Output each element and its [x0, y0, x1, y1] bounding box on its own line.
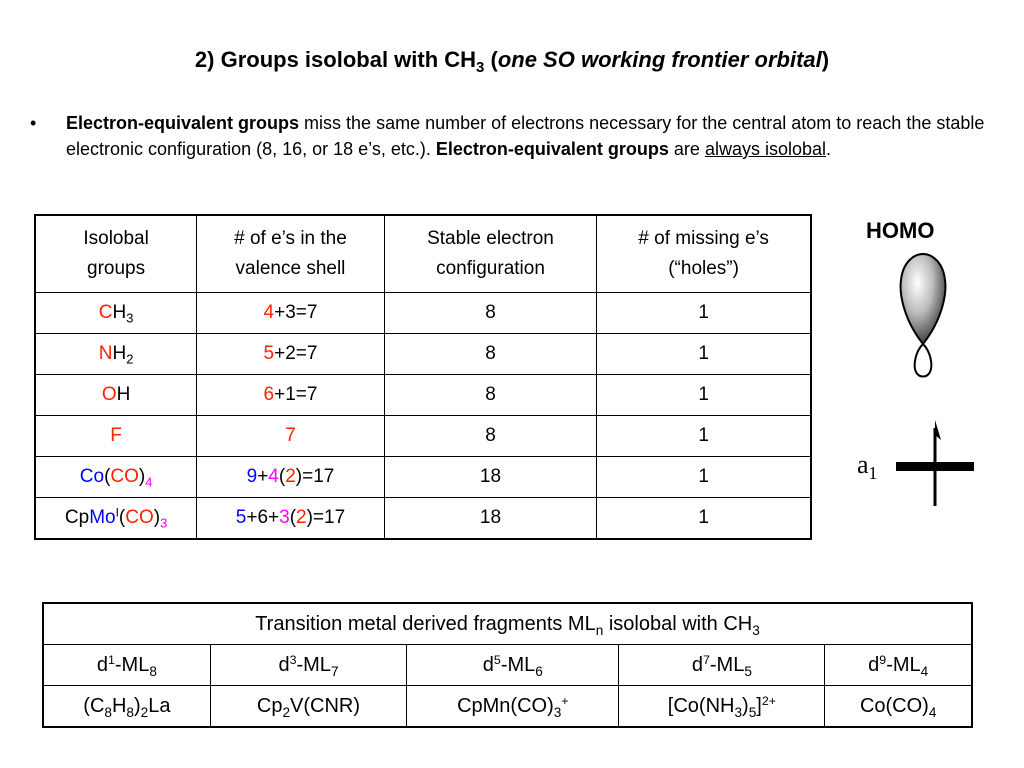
- d-config-cell: $d^7-ML_5$: [619, 645, 825, 686]
- configuration-cell: 8: [384, 334, 596, 375]
- electron-count-cell: 9+4(2)=17: [197, 457, 385, 498]
- electron-count-cell: 7: [197, 416, 385, 457]
- example-cell: $Co(CO)_4$: [825, 686, 972, 728]
- group-cell: OH: [35, 375, 197, 416]
- table-row: [35, 293, 811, 334]
- electron-count-cell: 5+6+3(2)=17: [197, 498, 385, 540]
- bullet-symbol: •: [30, 113, 37, 133]
- group-cell: $NH_2$: [35, 334, 197, 375]
- table-row: [43, 645, 972, 686]
- group-cell: F: [35, 416, 197, 457]
- table-header-row: [35, 215, 811, 293]
- configuration-cell: 18: [384, 498, 596, 540]
- holes-cell: 1: [597, 375, 811, 416]
- holes-cell: 1: [597, 457, 811, 498]
- holes-cell: 1: [597, 334, 811, 375]
- table-row: [35, 416, 811, 457]
- holes-cell: 1: [597, 416, 811, 457]
- holes-cell: 1: [597, 293, 811, 334]
- table-row: [35, 375, 811, 416]
- slide-title: 2) Groups isolobal with $CH_3$ (one SO working frontier orbital): [194, 47, 830, 77]
- example-cell: $[Co(NH_3)_5]^{2+}$: [619, 686, 825, 728]
- bullet-point: [30, 110, 1005, 162]
- example-cell: $CpMn(CO)_3^+$: [407, 686, 619, 728]
- group-cell: $Co(CO)_4$: [35, 457, 197, 498]
- configuration-cell: 8: [384, 416, 596, 457]
- electron-count-cell: 4+3=7: [197, 293, 385, 334]
- d-config-cell: $d^1-ML_8$: [43, 645, 210, 686]
- group-cell: $CpMo^I(CO)_3$: [35, 498, 197, 540]
- homo-orbital-lobe-icon: [888, 250, 958, 382]
- example-cell: $Cp_2V(CNR)$: [210, 686, 406, 728]
- homo-label: HOMO: [866, 218, 935, 243]
- holes-cell: 1: [597, 498, 811, 540]
- bullet-text: Electron-equivalent groups miss the same number of electrons necessary for the central atom to reach the stable electronic configuration (8, 16, or 18 e’s, etc.). Electron-equivalent groups are always isolobal.: [66, 113, 985, 159]
- table-row: [43, 686, 972, 728]
- d-config-cell: $d^5-ML_6$: [407, 645, 619, 686]
- transition-metal-fragments-table: [42, 602, 973, 728]
- table-row: [35, 498, 811, 540]
- configuration-cell: 8: [384, 375, 596, 416]
- electron-count-cell: 5+2=7: [197, 334, 385, 375]
- isolobal-groups-table: [34, 214, 812, 540]
- configuration-cell: 8: [384, 293, 596, 334]
- tm-table-header: Transition metal derived fragments $ML_n$ isolobal with $CH_3$: [43, 603, 972, 645]
- group-cell: $CH_3$: [35, 293, 197, 334]
- configuration-cell: 18: [384, 457, 596, 498]
- header-stable-configuration: Stable electron configuration: [384, 215, 596, 293]
- header-valence-electrons: # of e’s in the valence shell: [197, 215, 385, 293]
- header-isolobal-groups: Isolobal groups: [35, 215, 197, 293]
- example-cell: $(C_8H_8)_2La$: [43, 686, 210, 728]
- d-config-cell: $d^9-ML_4$: [825, 645, 972, 686]
- table-header-row: [43, 603, 972, 645]
- table-row: [35, 457, 811, 498]
- table-row: [35, 334, 811, 375]
- a1-label: $a_1$: [857, 450, 878, 484]
- electron-count-cell: 6+1=7: [197, 375, 385, 416]
- d-config-cell: $d^3-ML_7$: [210, 645, 406, 686]
- header-missing-electrons: # of missing e’s (“holes”): [597, 215, 811, 293]
